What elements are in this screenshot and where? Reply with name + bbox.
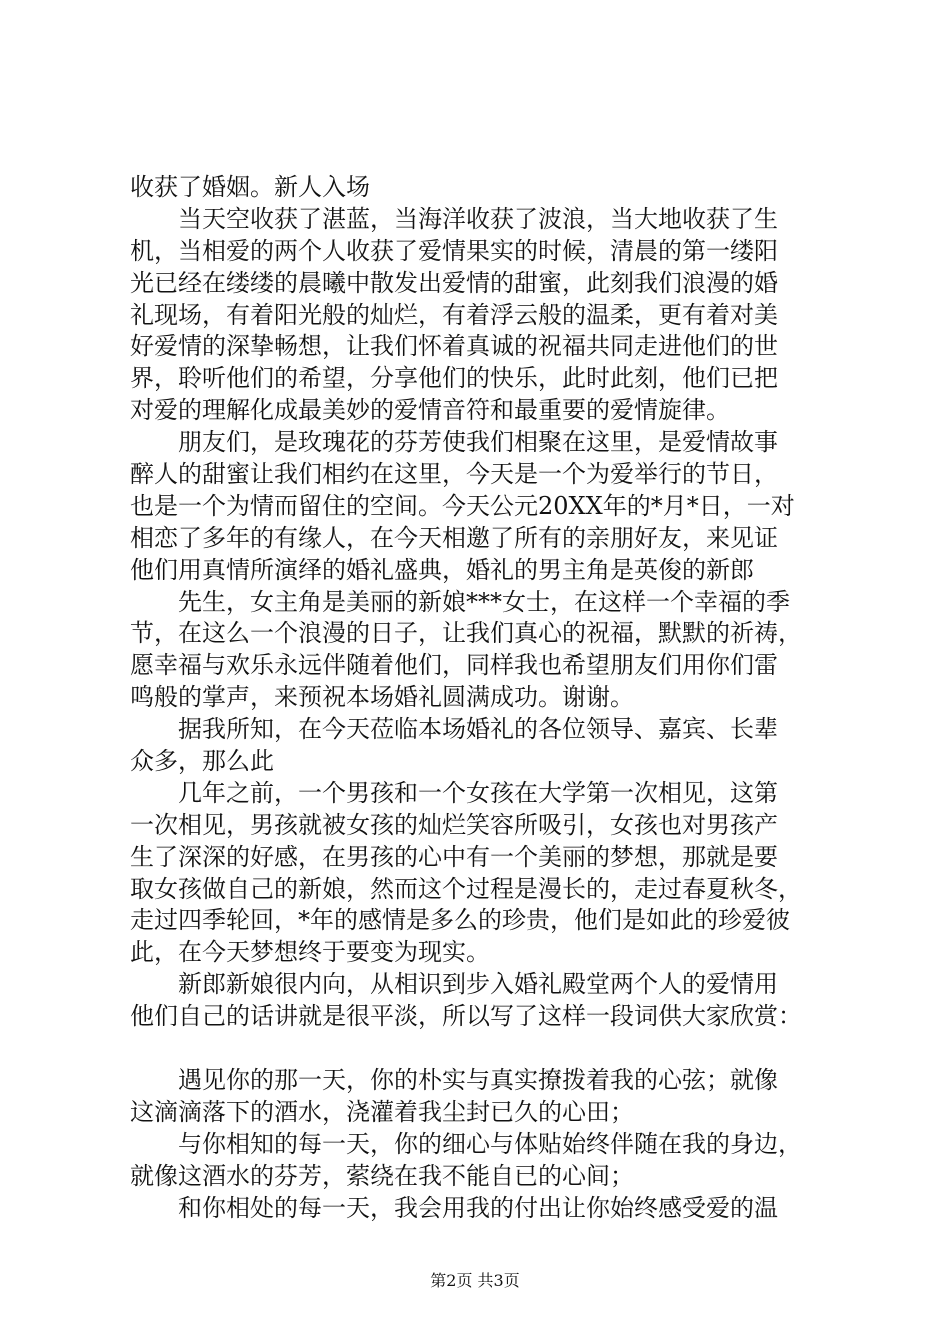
text-line: 收获了婚姻。新人入场 [130,173,370,201]
text-line: 取女孩做自己的新娘，然而这个过程是漫长的，走过春夏秋冬， [130,874,802,903]
text-line: 礼现场，有着阳光般的灿烂，有着浮云般的温柔，更有着对美 [130,300,778,329]
text-line: 走过四季轮回，*年的感情是多么的珍贵，他们是如此的珍爱彼 [130,906,790,935]
text-line: 众多，那么此 [130,747,274,776]
page-number-footer: 第2页 共3页 [430,1271,520,1290]
text-line: 一次相见，男孩就被女孩的灿烂笑容所吸引，女孩也对男孩产 [130,810,778,839]
text-line: 这滴滴落下的酒水，浇灌着我尘封已久的心田； [130,1097,634,1126]
text-line: 此，在今天梦想终于要变为现实。 [130,938,490,967]
text-line: 界，聆听他们的希望，分享他们的快乐，此时此刻，他们已把 [130,364,778,393]
text-line: 几年之前，一个男孩和一个女孩在大学第一次相见，这第 [178,778,778,807]
text-line: 他们用真情所演绎的婚礼盛典，婚礼的男主角是英俊的新郎 [130,555,754,584]
text-line: 鸣般的掌声，来预祝本场婚礼圆满成功。谢谢。 [130,683,634,712]
text-line: 机，当相爱的两个人收获了爱情果实的时候，清晨的第一缕阳 [130,236,778,265]
document-body [130,172,830,1224]
text-line: 遇见你的那一天，你的朴实与真实撩拨着我的心弦；就像 [178,1065,778,1094]
text-line: 生了深深的好感，在男孩的心中有一个美丽的梦想，那就是要 [130,842,778,871]
text-line: 他们自己的话讲就是很平淡，所以写了这样一段词供大家欣赏： [130,1002,802,1031]
text-line: 对爱的理解化成最美妙的爱情音符和最重要的爱情旋律。 [130,396,730,425]
text-line: 先生，女主角是美丽的新娘***女士，在这样一个幸福的季 [178,587,790,616]
text-line: 愿幸福与欢乐永远伴随着他们，同样我也希望朋友们用你们雷 [130,651,778,680]
text-line [130,1033,830,1065]
text-line: 相恋了多年的有缘人，在今天相邀了所有的亲朋好友，来见证 [130,523,778,552]
text-line: 据我所知，在今天莅临本场婚礼的各位领导、嘉宾、长辈 [178,715,778,744]
text-line: 新郎新娘很内向，从相识到步入婚礼殿堂两个人的爱情用 [178,970,778,999]
text-line: 好爱情的深挚畅想，让我们怀着真诚的祝福共同走进他们的世 [130,332,778,361]
text-line: 和你相处的每一天，我会用我的付出让你始终感受爱的温 [178,1193,778,1222]
text-line: 醉人的甜蜜让我们相约在这里，今天是一个为爱举行的节日， [130,460,778,489]
text-line: 当天空收获了湛蓝，当海洋收获了波浪，当大地收获了生 [178,204,778,233]
text-line: 就像这酒水的芬芳，萦绕在我不能自已的心间； [130,1161,634,1190]
text-line: 也是一个为情而留住的空间。今天公元20XX年的*月*日，一对 [130,491,795,520]
text-line: 朋友们，是玫瑰花的芬芳使我们相聚在这里，是爱情故事 [178,428,778,457]
text-line: 与你相知的每一天，你的细心与体贴始终伴随在我的身边， [178,1129,802,1158]
text-line: 节，在这么一个浪漫的日子，让我们真心的祝福，默默的祈祷， [130,619,802,648]
text-line: 光已经在缕缕的晨曦中散发出爱情的甜蜜，此刻我们浪漫的婚 [130,268,778,297]
